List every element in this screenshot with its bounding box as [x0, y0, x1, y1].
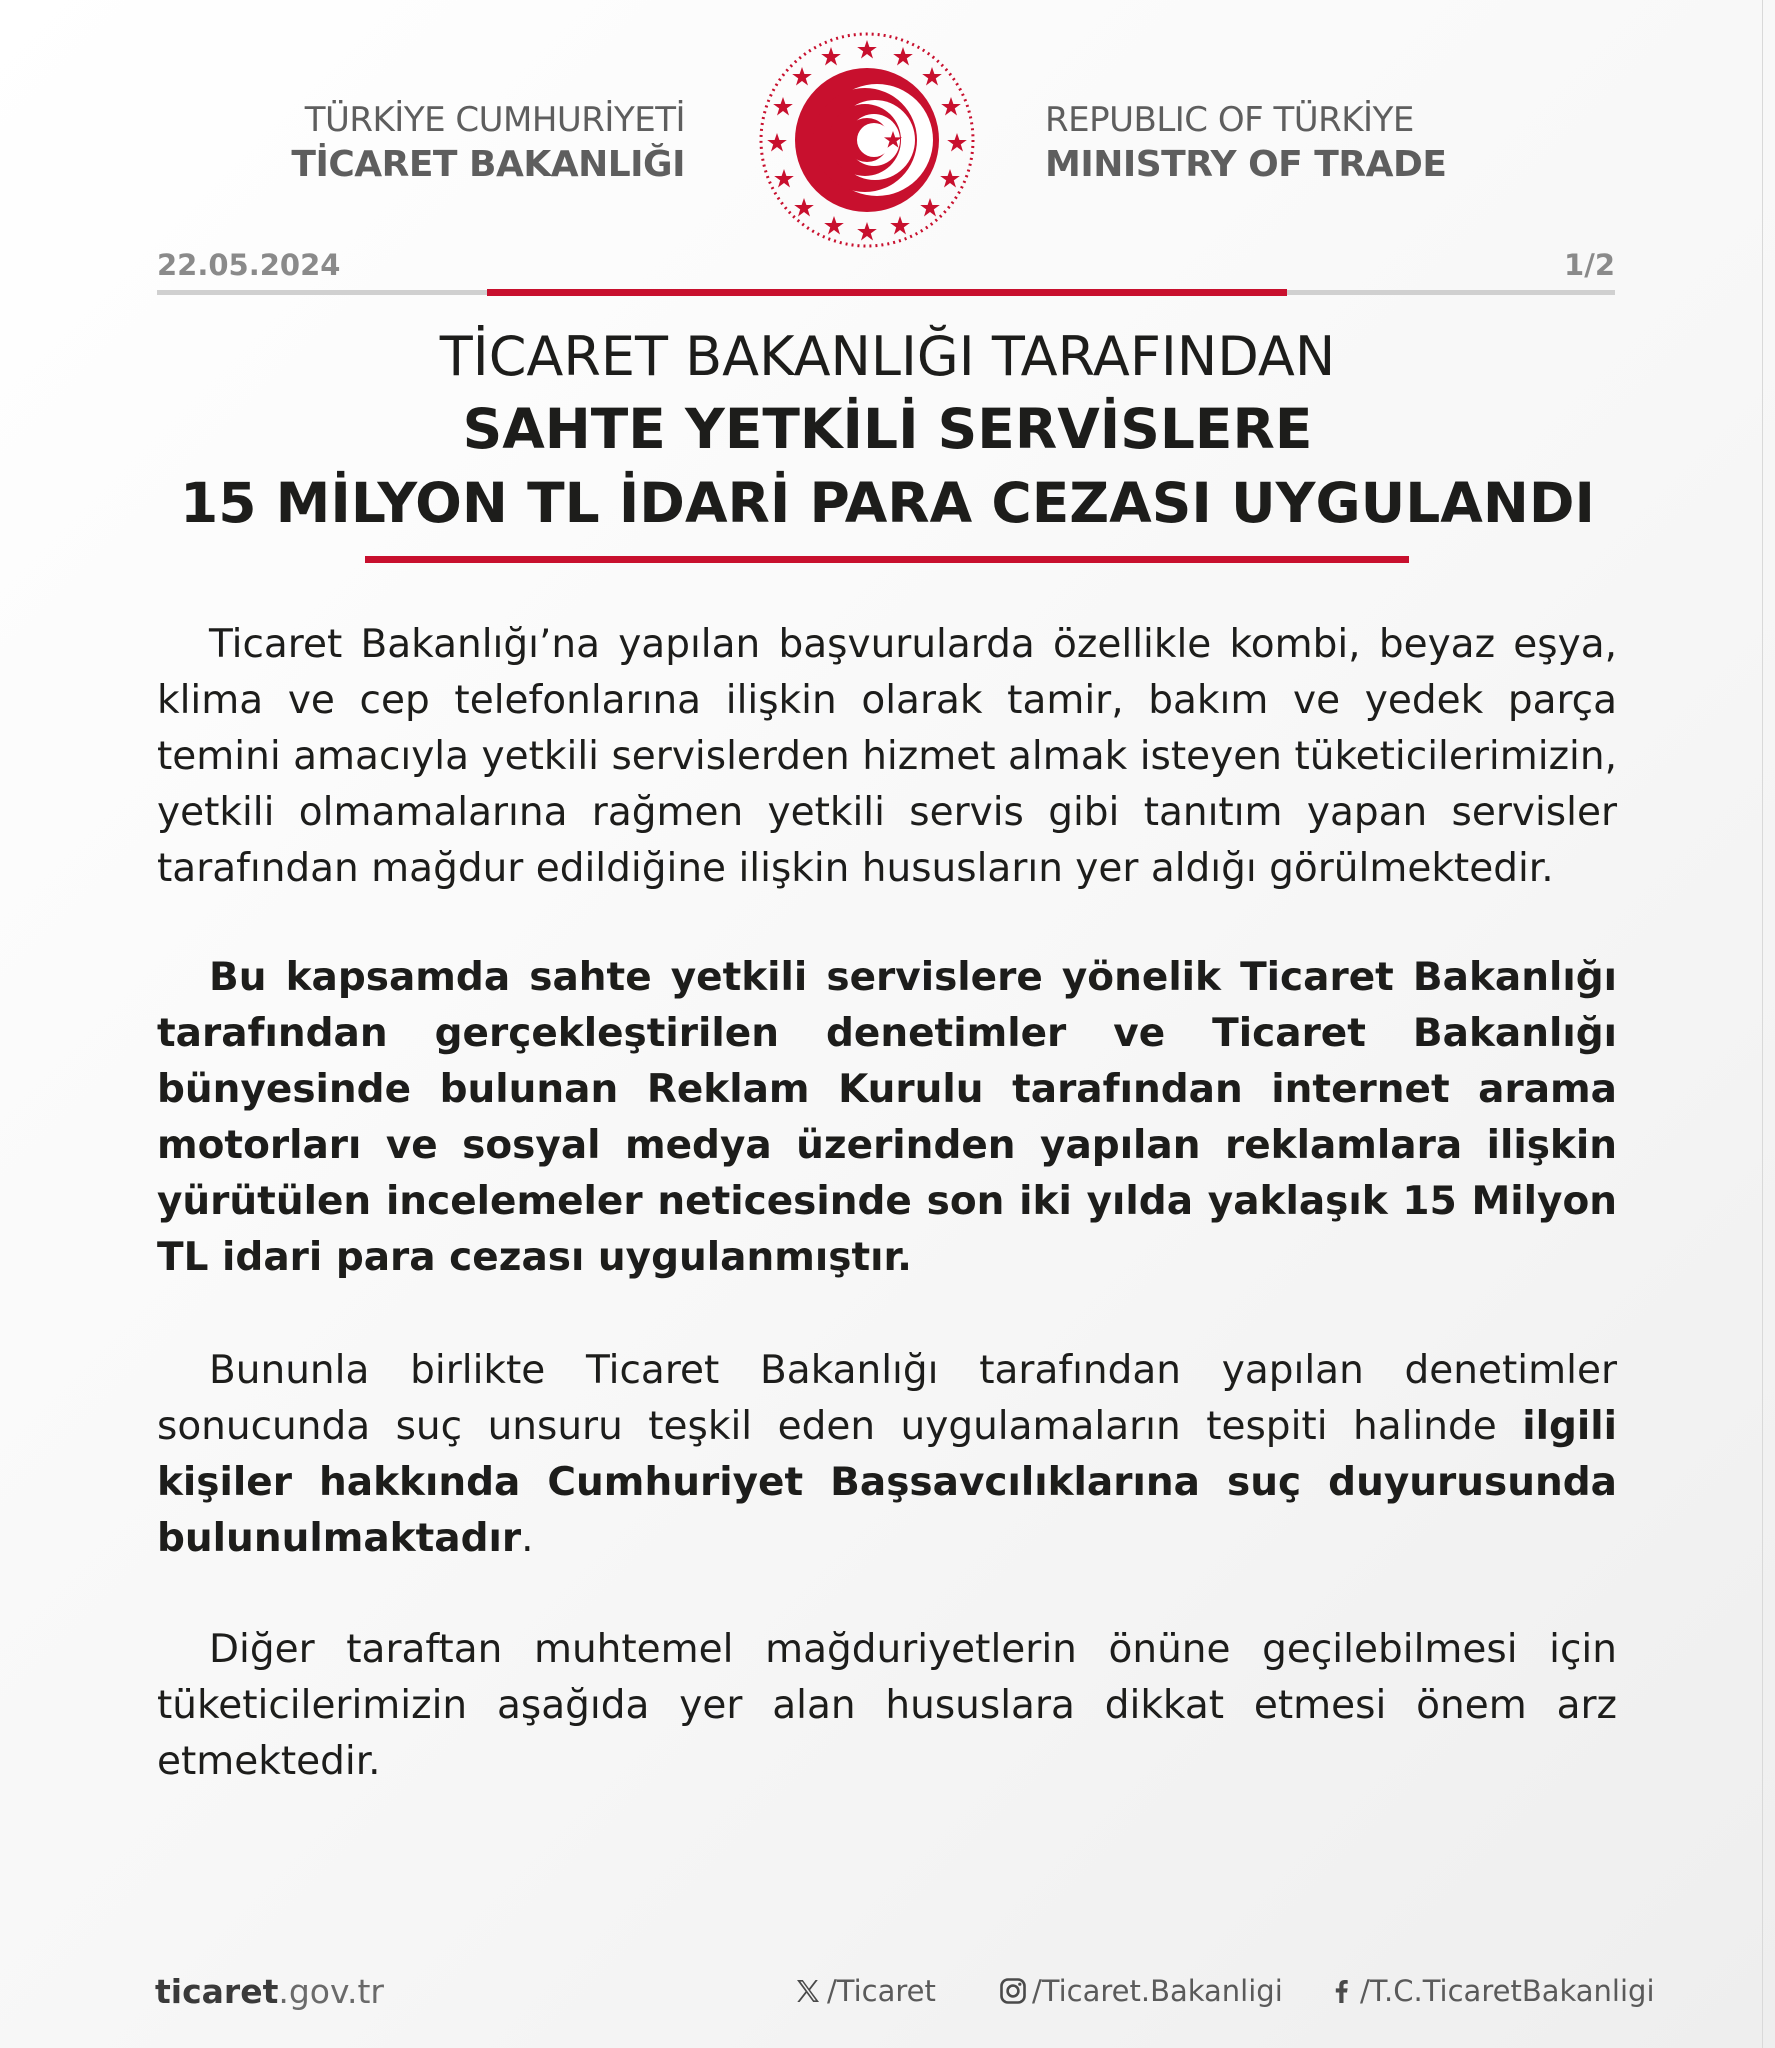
instagram-social-link[interactable] [998, 1974, 1283, 2008]
org-name-turkish [291, 98, 685, 188]
instagram-logo-icon [998, 1976, 1028, 2006]
instagram-handle: /Ticaret.Bakanligi [1032, 1974, 1283, 2008]
paragraph-3-text [157, 1343, 1617, 1567]
x-handle: /Ticaret [827, 1974, 936, 2008]
org-name-turkish-line1: TÜRKİYE CUMHURİYETİ [304, 100, 685, 140]
paragraph-2-text: Bu kapsamda sahte yetkili servislere yönelik Ticaret Bakanlığı tarafından gerçekleştirilen denetimler ve Ticaret Bakanlığı bünyesinde bulunan Reklam Kurulu tarafından internet arama motorları ve sosyal medya üzerinden yapılan reklamlara ilişkin yürütülen incelemeler neticesinde son iki yılda yaklaşık 15 Milyon TL idari para cezası uygulanmıştır. [157, 955, 1617, 1280]
website-link[interactable] [155, 1972, 384, 2011]
paragraph-4 [157, 1622, 1617, 1790]
page-edge-line [1762, 0, 1763, 2048]
footer [0, 1960, 1775, 2020]
org-name-english-line2: MINISTRY OF TRADE [1045, 144, 1447, 185]
x-social-link[interactable] [793, 1974, 936, 2008]
website-domain: .gov.tr [278, 1972, 384, 2011]
org-name-english-line1: REPUBLIC OF TÜRKİYE [1045, 100, 1414, 140]
paragraph-3-bold: ilgili kişiler hakkında Cumhuriyet Başsavcılıklarına suç duyurusunda bulunulmaktadır [157, 1404, 1617, 1561]
org-name-english [1045, 98, 1446, 188]
facebook-social-link[interactable] [1326, 1974, 1655, 2008]
press-release-date: 22.05.2024 [157, 248, 341, 282]
paragraph-3-normal: Bununla birlikte Ticaret Bakanlığı tarafından yapılan denetimler sonucunda suç unsuru teşkil eden uygulamaların tespiti halinde [157, 1348, 1617, 1449]
facebook-handle: /T.C.TicaretBakanligi [1360, 1974, 1655, 2008]
letterhead [0, 0, 1775, 250]
header-divider-accent [487, 289, 1287, 296]
paragraph-1-text: Ticaret Bakanlığı’na yapılan başvurularda özellikle kombi, beyaz eşya, klima ve cep telefonlarına ilişkin olarak tamir, bakım ve yedek parça temini amacıyla yetkili servislerden hizmet almak isteyen tüketicilerimizin, yetkili olmamalarına rağmen yetkili servis gibi tanıtım yapan servisler tarafından mağdur edildiğine ilişkin hususların yer aldığı görülmektedir. [157, 622, 1617, 891]
page-number: 1/2 [1564, 248, 1615, 282]
paragraph-3-end: . [521, 1516, 534, 1561]
title-line-1: TİCARET BAKANLIĞI TARAFINDAN [439, 325, 1336, 388]
ministry-emblem [757, 30, 977, 250]
title-underline [365, 556, 1409, 563]
paragraph-4-text: Diğer taraftan muhtemel mağduriyetlerin önüne geçilebilmesi için tüketicilerimizin aşağıda yer alan hususlara dikkat etmesi önem arz etmektedir. [157, 1627, 1617, 1784]
paragraph-1 [157, 617, 1617, 897]
title-line-2: SAHTE YETKİLİ SERVİSLERE [462, 397, 1313, 461]
website-name: ticaret [155, 1972, 279, 2011]
org-name-turkish-line2: TİCARET BAKANLIĞI [291, 144, 685, 185]
paragraph-3 [157, 1343, 1617, 1567]
press-release-title [0, 322, 1775, 540]
paragraph-2 [157, 950, 1617, 1286]
x-logo-icon [793, 1976, 823, 2006]
facebook-logo-icon [1326, 1976, 1356, 2006]
title-line-3: 15 MİLYON TL İDARİ PARA CEZASI UYGULANDI [179, 471, 1596, 535]
